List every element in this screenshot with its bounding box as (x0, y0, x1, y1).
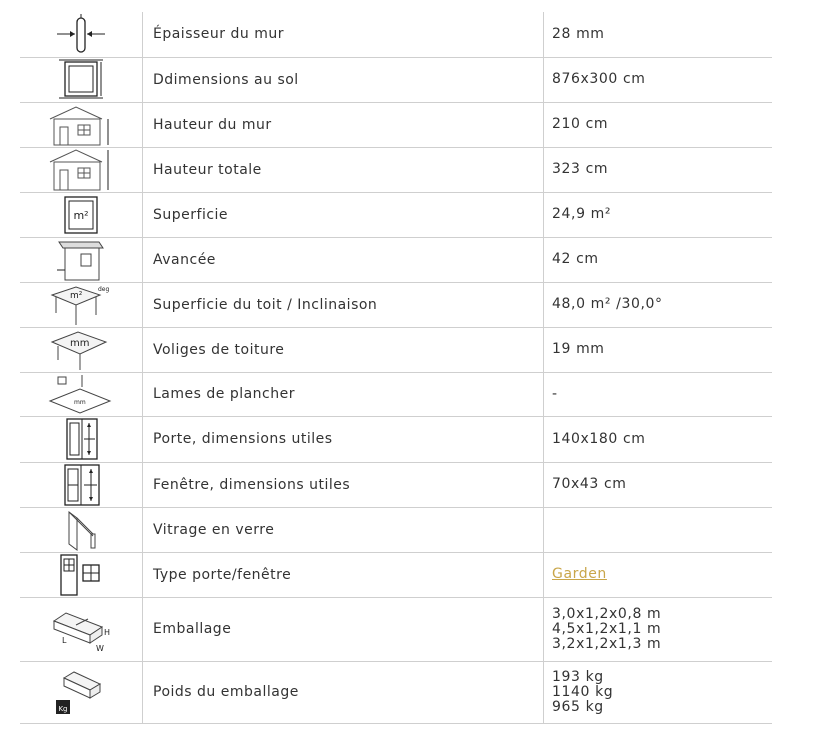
row-label: Type porte/fenêtre (143, 552, 544, 597)
row-label: Poids du emballage (143, 661, 544, 723)
svg-text:mm: mm (74, 399, 86, 406)
glazing-icon (51, 508, 111, 552)
table-row (20, 597, 772, 661)
packaging-icon (46, 605, 116, 653)
row-label: Hauteur totale (143, 147, 544, 192)
table-row (20, 147, 772, 192)
row-label: Superficie du toit / Inclinaison (143, 282, 544, 327)
roof-area-icon (46, 283, 116, 327)
overhang-icon (51, 238, 111, 282)
svg-text:deg: deg (98, 285, 110, 293)
row-value: 19 mm (544, 327, 773, 372)
svg-text:L: L (62, 636, 67, 645)
table-row (20, 552, 772, 597)
table-row (20, 237, 772, 282)
area-icon (51, 193, 111, 237)
floor-dimensions-icon (51, 58, 111, 102)
row-value: 210 cm (544, 102, 773, 147)
table-row (20, 57, 772, 102)
row-value: 48,0 m² /30,0° (544, 282, 773, 327)
door-window-type-icon (51, 553, 111, 597)
row-value: 24,9 m² (544, 192, 773, 237)
table-row (20, 102, 772, 147)
row-label: Épaisseur du mur (143, 12, 544, 57)
row-label: Lames de plancher (143, 372, 544, 416)
row-value: 3,0x1,2x0,8 m 4,5x1,2x1,1 m 3,2x1,2x1,3 m (544, 597, 773, 661)
wall-thickness-icon (51, 12, 111, 56)
floor-boards-icon (46, 373, 116, 415)
row-value: 28 mm (544, 12, 773, 57)
row-label: Fenêtre, dimensions utiles (143, 462, 544, 507)
specification-table (20, 12, 772, 724)
row-label: Avancée (143, 237, 544, 282)
row-value: 42 cm (544, 237, 773, 282)
package-weight-icon (46, 666, 116, 718)
row-value: 70x43 cm (544, 462, 773, 507)
svg-text:mm: mm (70, 337, 90, 349)
total-height-icon (46, 148, 116, 192)
table-row (20, 192, 772, 237)
table-row (20, 462, 772, 507)
svg-text:m²: m² (73, 208, 89, 222)
svg-text:m²: m² (70, 290, 83, 301)
svg-text:W: W (96, 644, 104, 653)
row-value: 140x180 cm (544, 416, 773, 462)
table-row (20, 282, 772, 327)
door-dimensions-icon (51, 417, 111, 461)
row-label: Vitrage en verre (143, 507, 544, 552)
row-value: 323 cm (544, 147, 773, 192)
row-label: Emballage (143, 597, 544, 661)
garden-link[interactable]: Garden (552, 566, 607, 582)
row-label: Ddimensions au sol (143, 57, 544, 102)
wall-height-icon (46, 103, 116, 147)
row-value (544, 507, 773, 552)
svg-text:H: H (104, 628, 111, 637)
row-label: Superficie (143, 192, 544, 237)
window-dimensions-icon (51, 463, 111, 507)
table-row (20, 372, 772, 416)
table-row (20, 507, 772, 552)
row-label: Voliges de toiture (143, 327, 544, 372)
row-label: Hauteur du mur (143, 102, 544, 147)
svg-text:Kg: Kg (58, 705, 68, 713)
row-label: Porte, dimensions utiles (143, 416, 544, 462)
table-row (20, 327, 772, 372)
roof-boards-icon (46, 328, 116, 372)
table-row (20, 661, 772, 723)
table-row (20, 12, 772, 57)
table-row (20, 416, 772, 462)
row-value: 876x300 cm (544, 57, 773, 102)
row-value: 193 kg 1140 kg 965 kg (544, 661, 773, 723)
row-value: - (544, 372, 773, 416)
